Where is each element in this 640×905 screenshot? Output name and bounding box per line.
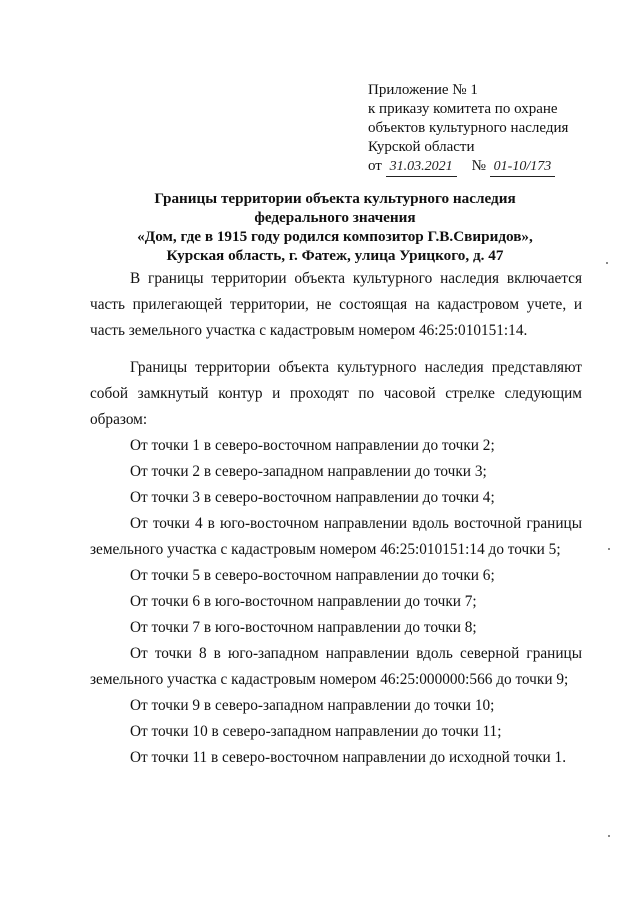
- appendix-block: [368, 81, 568, 177]
- appendix-region-line: Курской области: [368, 139, 475, 155]
- paragraph-included-parts: В границы территории объекта культурного наследия включается часть прилегающей территории, не состоящая на кадастровом учете, и часть земельного участка с кадастровым номером 46:25:010151:14.: [90, 270, 582, 339]
- boundary-step: От точки 9 в северо-западном направлении до точки 10;: [130, 697, 495, 714]
- appendix-title: Приложение № 1: [368, 82, 478, 98]
- title-line-1: Границы территории объекта культурного наследия: [154, 190, 516, 207]
- boundary-step: От точки 3 в северо-восточном направлении до точки 4;: [130, 489, 495, 506]
- scan-speck: [606, 262, 608, 264]
- title-line-2: федерального значения: [254, 209, 416, 226]
- scan-speck: [608, 548, 610, 550]
- boundary-step: От точки 4 в юго-восточном направлении вдоль восточной границы земельного участка с кадастровым номером 46:25:010151:14 до точки 5;: [90, 515, 582, 558]
- date-prefix: от: [368, 158, 382, 174]
- boundary-step: От точки 5 в северо-восточном направлении до точки 6;: [130, 567, 495, 584]
- boundary-step: От точки 6 в юго-восточном направлении до точки 7;: [130, 593, 477, 610]
- title-line-4: Курская область, г. Фатеж, улица Урицкого, д. 47: [166, 247, 504, 264]
- handwritten-date: 31.03.2021: [386, 157, 457, 177]
- boundary-step: От точки 10 в северо-западном направлении до точки 11;: [130, 723, 502, 740]
- boundary-step: От точки 7 в юго-восточном направлении до точки 8;: [130, 619, 477, 636]
- boundary-step: От точки 2 в северо-западном направлении до точки 3;: [130, 463, 487, 480]
- paragraph-contour: Границы территории объекта культурного наследия представляют собой замкнутый контур и проходят по часовой стрелке следующим образом:: [90, 359, 582, 428]
- number-prefix: №: [471, 158, 486, 174]
- appendix-date-number: [368, 157, 568, 177]
- boundary-step: От точки 1 в северо-восточном направлении до точки 2;: [130, 437, 495, 454]
- document-body: [90, 266, 582, 771]
- title-line-3: «Дом, где в 1915 году родился композитор Г.В.Свиридов»,: [137, 228, 533, 245]
- boundary-step: От точки 11 в северо-восточном направлении до исходной точки 1.: [130, 749, 567, 766]
- scan-speck: [608, 835, 610, 837]
- document-title: [90, 189, 580, 265]
- appendix-committee-line: объектов культурного наследия: [368, 120, 569, 136]
- appendix-order-line: к приказу комитета по охране: [368, 101, 558, 117]
- boundary-step: От точки 8 в юго-западном направлении вдоль северной границы земельного участка с кадастровым номером 46:25:000000:566 до точки 9;: [90, 645, 582, 688]
- handwritten-number: 01-10/173: [490, 157, 556, 177]
